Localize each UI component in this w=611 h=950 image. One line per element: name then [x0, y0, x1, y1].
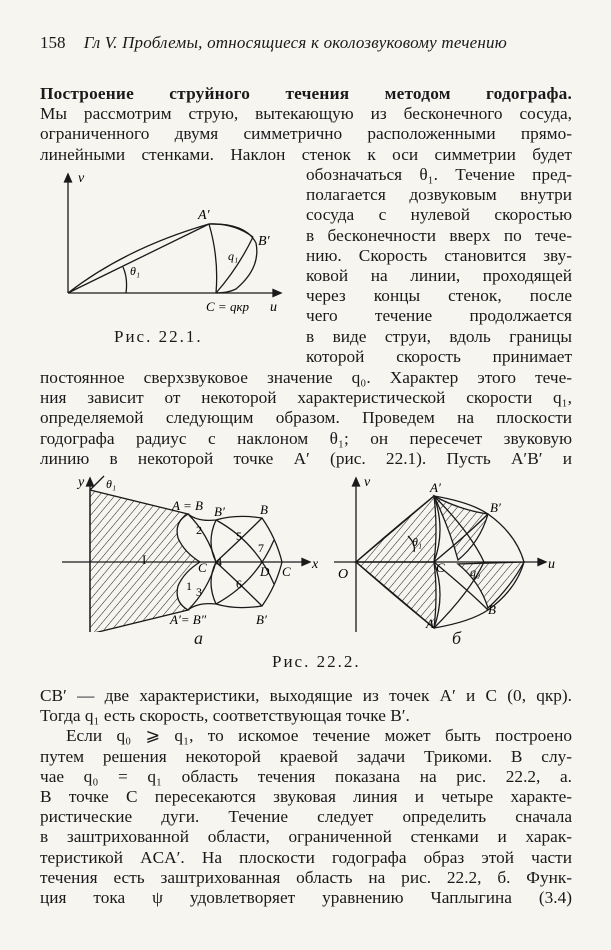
figure-22-1 [56, 168, 296, 328]
region-3-label: 3 [196, 585, 202, 599]
paragraph-tricomi [40, 686, 572, 908]
q0-label: q₀ [470, 565, 481, 579]
point-c: C [436, 560, 445, 575]
point-b: B [488, 602, 496, 617]
v-axis-arrow [353, 478, 360, 486]
angle-arc [123, 267, 127, 293]
wrapped-paragraph [306, 165, 572, 367]
point-d: D [260, 564, 270, 579]
text-line: определяемой следующим образом. Проведем на плоскости [40, 408, 572, 428]
x-axis-label: x [312, 557, 319, 572]
text-line: ристические дуги. Течение следует определить сначала [40, 807, 572, 827]
text-line: ния зависит от некоторой характеристической скорости q₁, [40, 388, 572, 408]
paragraph-definition [40, 368, 572, 469]
v-axis-label: v [78, 171, 85, 186]
theta-label: θ₁ [412, 535, 423, 549]
q1-label: q₁ [228, 249, 239, 263]
text-line: чае q₀ = q₁ область течения показана на рис. 22.2, а. [40, 766, 572, 786]
text-line: полагается дозвуковым внутри [306, 185, 572, 205]
characteristic-ab [209, 224, 253, 237]
u-axis-arrow [538, 559, 546, 566]
text-line: нию. Скорость становится зву- [306, 245, 572, 265]
point-c: C [198, 560, 207, 575]
point-c-label: C = qкр [206, 299, 250, 314]
running-head [40, 33, 580, 53]
region-i-label: I [142, 552, 147, 567]
v-axis-label: v [364, 475, 371, 490]
running-title: Гл V. Проблемы, относящиеся к околозвуковому течению [83, 33, 507, 52]
text-line: в бесконечности вверх по тече- [306, 225, 572, 245]
region-4-label: 4 [216, 555, 222, 569]
point-b-prime: B′ [258, 234, 270, 249]
point-c-right: C [282, 564, 291, 579]
u-axis-label: u [548, 557, 555, 572]
text-line: годографа радиус с наклоном θ₁; он пересечет звуковую [40, 428, 572, 448]
region-5-label: 5 [236, 529, 242, 543]
text-line: теристикой ACA′. На плоскости годографа образ этой части [40, 847, 572, 867]
text-line: ковой на линии, проходящей [306, 266, 572, 286]
text-line: в заштрихованной области, ограниченной стенками и харак- [40, 827, 572, 847]
point-a-prime: A′ [198, 208, 210, 223]
text-line: линейными стенками. Наклон стенок к оси симметрии будет [40, 144, 572, 164]
point-a-prime: A′ [430, 480, 441, 495]
region-6-label: 6 [236, 577, 242, 591]
subfigure-a-label: а [194, 628, 205, 648]
region-2-label: 2 [196, 523, 202, 537]
y-axis-arrow [87, 478, 94, 486]
text-line: Мы рассмотрим струю, вытекающую из бесконечного сосуда, [40, 104, 572, 124]
point-b-prime-bottom: B′ [256, 612, 267, 627]
paragraph-intro [40, 84, 572, 165]
theta-label: θ₁ [106, 477, 117, 491]
point-b-top: B [260, 502, 268, 517]
text-line: CB′ — две характеристики, выходящие из точек A′ и C (0, qкр). [40, 686, 572, 705]
text-line: постоянное сверхзвуковое значение q₀. Характер этого тече- [40, 368, 572, 387]
text-line: сосуда с нулевой скоростью [306, 205, 572, 225]
text-line: ция тока ψ удовлетворяет уравнению Чаплыгина (3.4) [40, 888, 572, 908]
text-line: обозначаться θ₁. Течение пред- [306, 165, 572, 184]
page-number: 158 [40, 33, 66, 52]
hatched-region-upper-right [434, 496, 488, 560]
point-b-prime: B′ [490, 500, 501, 515]
text-line: В точке C пересекаются звуковая линия и четыре характе- [40, 787, 572, 807]
point-b-prime-top: B′ [214, 504, 225, 519]
figure-22-2a [56, 472, 326, 632]
theta-label: θ₁ [130, 264, 141, 278]
radius-line [68, 224, 209, 293]
v-axis-arrow [65, 174, 72, 182]
section-heading: Построение струйного течения методом годографа. [40, 84, 572, 103]
region-1-label: 1 [186, 579, 192, 593]
subfigure-b-label: б [452, 628, 464, 648]
text-line: чего течение продолжается [306, 306, 572, 326]
text-line: линию в некоторой точке A′ (рис. 22.1). Пусть A′B′ и [40, 448, 572, 468]
characteristic-cb [216, 237, 253, 293]
point-a-prime-equals-b-double: A′= B″ [170, 612, 207, 627]
text-line: путем решения некоторой краевой задачи Трикоми. В слу- [40, 746, 572, 766]
text-line: Тогда q₁ есть скорость, соответствующая точке B′. [40, 706, 410, 726]
text-line: течения есть заштрихованная область на рис. 22.2, б. Функ- [40, 867, 572, 887]
x-axis-arrow [302, 559, 310, 566]
figure-22-2-caption: Рис. 22.2. [272, 652, 361, 671]
y-axis-label: y [78, 475, 85, 490]
point-a: A [426, 616, 434, 631]
figure-22-2b [330, 472, 570, 632]
text-line: ограниченного двумя симметрично расположенными прямо- [40, 124, 572, 144]
region-7-label: 7 [258, 541, 264, 555]
u-axis-label: u [270, 300, 277, 315]
u-axis-arrow [273, 290, 281, 297]
text-line: Если q₀ ⩾ q₁, то искомое течение может быть построено [66, 726, 572, 746]
origin-label: O [338, 567, 349, 582]
text-line: в виде струи, вдоль границы [306, 326, 572, 346]
text-line: которой скорость принимает [306, 346, 572, 366]
figure-22-1-caption: Рис. 22.1. [114, 327, 203, 346]
text-line: через концы стенок, после [306, 286, 572, 306]
point-a-equals-b: A = B [172, 498, 203, 513]
sonic-line [209, 224, 217, 293]
